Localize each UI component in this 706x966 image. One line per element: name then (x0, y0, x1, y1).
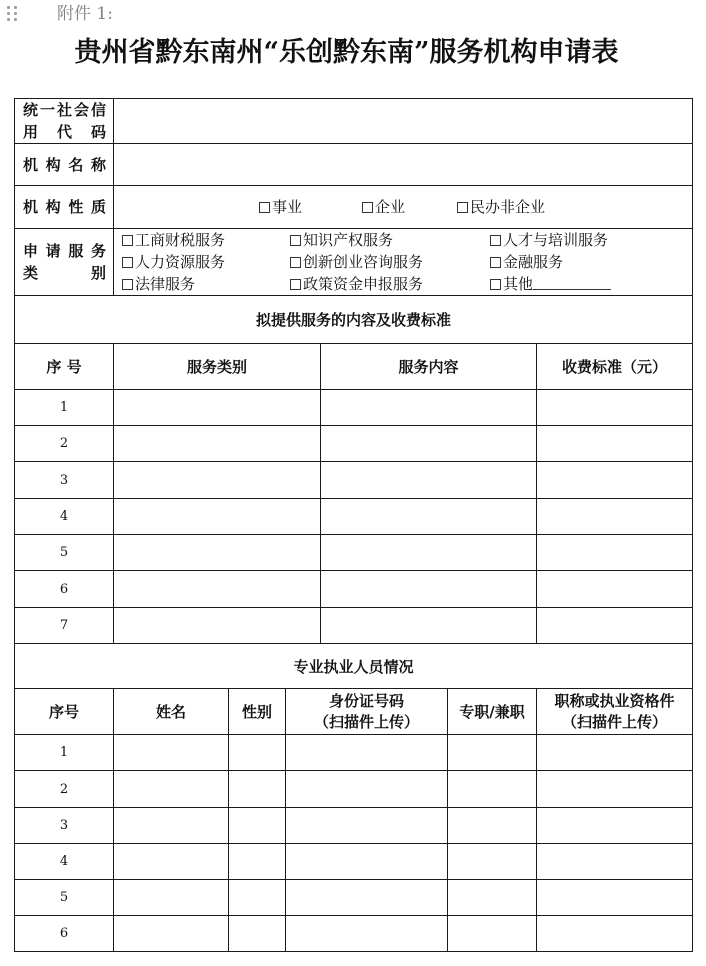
name-cell[interactable] (114, 880, 229, 916)
checkbox-icon (490, 257, 501, 268)
employment-type-cell[interactable] (448, 844, 537, 880)
col-header-name: 姓名 (114, 689, 229, 735)
qualification-cell[interactable] (537, 808, 693, 844)
service-fee-cell[interactable] (537, 426, 693, 462)
table-row (15, 426, 693, 462)
service-content-cell[interactable] (321, 571, 537, 608)
credit-code-label (15, 99, 114, 144)
col-header-id-number-line2: （扫描件上传） (313, 712, 419, 731)
attachment-label: 附件 1: (57, 4, 113, 24)
service-option-innovation-consulting[interactable] (290, 251, 490, 273)
page-title: 贵州省黔东南州“乐创黔东南”服务机构申请表 (74, 37, 619, 68)
table-row (15, 771, 693, 808)
org-name-input-cell[interactable] (114, 144, 693, 186)
col-header-qualification-line1: 职称或执业资格件 (554, 691, 675, 710)
row-number: 2 (15, 426, 114, 462)
employment-type-cell[interactable] (448, 916, 537, 952)
checkbox-icon (490, 279, 501, 290)
col-header-id-number (286, 689, 448, 735)
gender-cell[interactable] (229, 771, 286, 808)
org-nature-option-private-non-enterprise[interactable] (457, 196, 545, 218)
col-header-no: 序 号 (15, 344, 114, 390)
service-category-cell[interactable] (114, 426, 321, 462)
col-header-qualification-line2: （扫描件上传） (562, 712, 668, 731)
service-content-cell[interactable] (321, 608, 537, 644)
row-number: 6 (15, 571, 114, 608)
checkbox-icon (122, 279, 133, 290)
qualification-cell[interactable] (537, 880, 693, 916)
org-nature-label-text: 机 构 性 质 (23, 198, 106, 216)
row-number: 3 (15, 808, 114, 844)
option-label: 事业 (272, 198, 303, 216)
id-number-cell[interactable] (286, 771, 448, 808)
credit-code-label-line2: 用 代 码 (23, 123, 106, 141)
personnel-section-row (15, 644, 693, 689)
col-header-service-category: 服务类别 (114, 344, 321, 390)
col-header-no: 序号 (15, 689, 114, 735)
service-category-cell[interactable] (114, 462, 321, 499)
id-number-cell[interactable] (286, 844, 448, 880)
checkbox-icon (290, 279, 301, 290)
service-option-tax[interactable] (122, 229, 290, 251)
service-category-cell[interactable] (114, 390, 321, 426)
org-name-row (15, 144, 693, 186)
service-fee-cell[interactable] (537, 390, 693, 426)
services-header-row (15, 344, 693, 390)
qualification-cell[interactable] (537, 771, 693, 808)
employment-type-cell[interactable] (448, 735, 537, 771)
service-category-label-line1: 申 请 服 务 (23, 242, 106, 260)
checkbox-icon (457, 202, 468, 213)
credit-code-input-cell[interactable] (114, 99, 693, 144)
drag-dot (14, 6, 17, 9)
org-nature-option-public-institution[interactable] (259, 196, 362, 218)
table-row (15, 390, 693, 426)
service-option-other[interactable] (490, 273, 692, 295)
org-nature-row (15, 186, 693, 229)
col-header-fee: 收费标准（元） (537, 344, 693, 390)
gender-cell[interactable] (229, 880, 286, 916)
checkbox-icon (490, 235, 501, 246)
org-name-label (15, 144, 114, 186)
org-nature-options (114, 186, 693, 229)
services-section-row (15, 296, 693, 344)
service-fee-cell[interactable] (537, 535, 693, 571)
qualification-cell[interactable] (537, 916, 693, 952)
col-header-employment-type: 专职/兼职 (448, 689, 537, 735)
credit-code-row (15, 99, 693, 144)
employment-type-cell[interactable] (448, 880, 537, 916)
option-label: 工商财税服务 (135, 231, 226, 249)
service-content-cell[interactable] (321, 535, 537, 571)
row-number: 1 (15, 735, 114, 771)
table-row (15, 808, 693, 844)
id-number-cell[interactable] (286, 808, 448, 844)
option-label: 民办非企业 (470, 198, 546, 216)
service-fee-cell[interactable] (537, 608, 693, 644)
service-category-label-line2: 类 别 (23, 264, 106, 282)
checkbox-icon (290, 235, 301, 246)
drag-handle-icon[interactable] (3, 3, 19, 23)
other-specify-field[interactable] (533, 275, 611, 290)
checkbox-icon (290, 257, 301, 268)
org-nature-label (15, 186, 114, 229)
id-number-cell[interactable] (286, 880, 448, 916)
services-section-title: 拟提供服务的内容及收费标准 (15, 296, 693, 344)
checkbox-icon (122, 235, 133, 246)
table-row (15, 571, 693, 608)
service-option-legal[interactable] (122, 273, 290, 295)
drag-dot (7, 18, 10, 21)
service-category-cell[interactable] (114, 499, 321, 535)
col-header-service-content: 服务内容 (321, 344, 537, 390)
service-content-cell[interactable] (321, 499, 537, 535)
col-header-id-number-line1: 身份证号码 (328, 691, 404, 710)
row-number: 4 (15, 844, 114, 880)
service-option-hr[interactable] (122, 251, 290, 273)
id-number-cell[interactable] (286, 916, 448, 952)
drag-dot (14, 12, 17, 15)
employment-type-cell[interactable] (448, 771, 537, 808)
service-option-policy-funding[interactable] (290, 273, 490, 295)
table-row (15, 844, 693, 880)
row-number: 5 (15, 535, 114, 571)
table-row (15, 880, 693, 916)
org-nature-option-enterprise[interactable] (362, 196, 457, 218)
checkbox-icon (362, 202, 373, 213)
option-label: 其他 (503, 275, 534, 293)
employment-type-cell[interactable] (448, 808, 537, 844)
row-number: 1 (15, 390, 114, 426)
row-number: 6 (15, 916, 114, 952)
service-fee-cell[interactable] (537, 462, 693, 499)
name-cell[interactable] (114, 844, 229, 880)
service-category-cell[interactable] (114, 608, 321, 644)
org-name-label-text: 机 构 名 称 (23, 155, 106, 174)
gender-cell[interactable] (229, 916, 286, 952)
service-category-label (15, 229, 114, 296)
qualification-cell[interactable] (537, 844, 693, 880)
service-content-cell[interactable] (321, 426, 537, 462)
service-content-cell[interactable] (321, 462, 537, 499)
gender-cell[interactable] (229, 808, 286, 844)
col-header-qualification (537, 689, 693, 735)
table-row (15, 735, 693, 771)
qualification-cell[interactable] (537, 735, 693, 771)
application-form-table (14, 98, 693, 952)
option-label: 人力资源服务 (135, 253, 226, 271)
col-header-gender: 性别 (229, 689, 286, 735)
drag-dot (14, 18, 17, 21)
table-row (15, 535, 693, 571)
row-number: 2 (15, 771, 114, 808)
gender-cell[interactable] (229, 735, 286, 771)
service-fee-cell[interactable] (537, 571, 693, 608)
table-row (15, 499, 693, 535)
service-category-cell[interactable] (114, 535, 321, 571)
drag-dot (7, 6, 10, 9)
service-content-cell[interactable] (321, 390, 537, 426)
service-category-options (114, 229, 693, 296)
gender-cell[interactable] (229, 844, 286, 880)
service-option-ip[interactable] (290, 229, 490, 251)
personnel-section-title: 专业执业人员情况 (15, 644, 693, 689)
table-row (15, 462, 693, 499)
table-row (15, 916, 693, 952)
option-label: 金融服务 (503, 253, 564, 271)
service-option-talent-training[interactable] (490, 229, 692, 251)
option-label: 企业 (375, 198, 406, 216)
option-label: 政策资金申报服务 (303, 275, 424, 293)
personnel-header-row (15, 689, 693, 735)
drag-dot (7, 12, 10, 15)
id-number-cell[interactable] (286, 735, 448, 771)
table-row (15, 608, 693, 644)
row-number: 5 (15, 880, 114, 916)
service-category-grid (122, 229, 692, 295)
name-cell[interactable] (114, 808, 229, 844)
name-cell[interactable] (114, 735, 229, 771)
option-label: 法律服务 (135, 275, 196, 293)
row-number: 3 (15, 462, 114, 499)
row-number: 7 (15, 608, 114, 644)
option-label: 创新创业咨询服务 (303, 253, 424, 271)
service-category-row (15, 229, 693, 296)
service-fee-cell[interactable] (537, 499, 693, 535)
service-category-cell[interactable] (114, 571, 321, 608)
option-label: 人才与培训服务 (503, 231, 609, 249)
row-number: 4 (15, 499, 114, 535)
name-cell[interactable] (114, 771, 229, 808)
name-cell[interactable] (114, 916, 229, 952)
option-label: 知识产权服务 (303, 231, 394, 249)
checkbox-icon (122, 257, 133, 268)
checkbox-icon (259, 202, 270, 213)
credit-code-label-line1: 统一社会信 (23, 101, 106, 119)
service-option-finance[interactable] (490, 251, 692, 273)
